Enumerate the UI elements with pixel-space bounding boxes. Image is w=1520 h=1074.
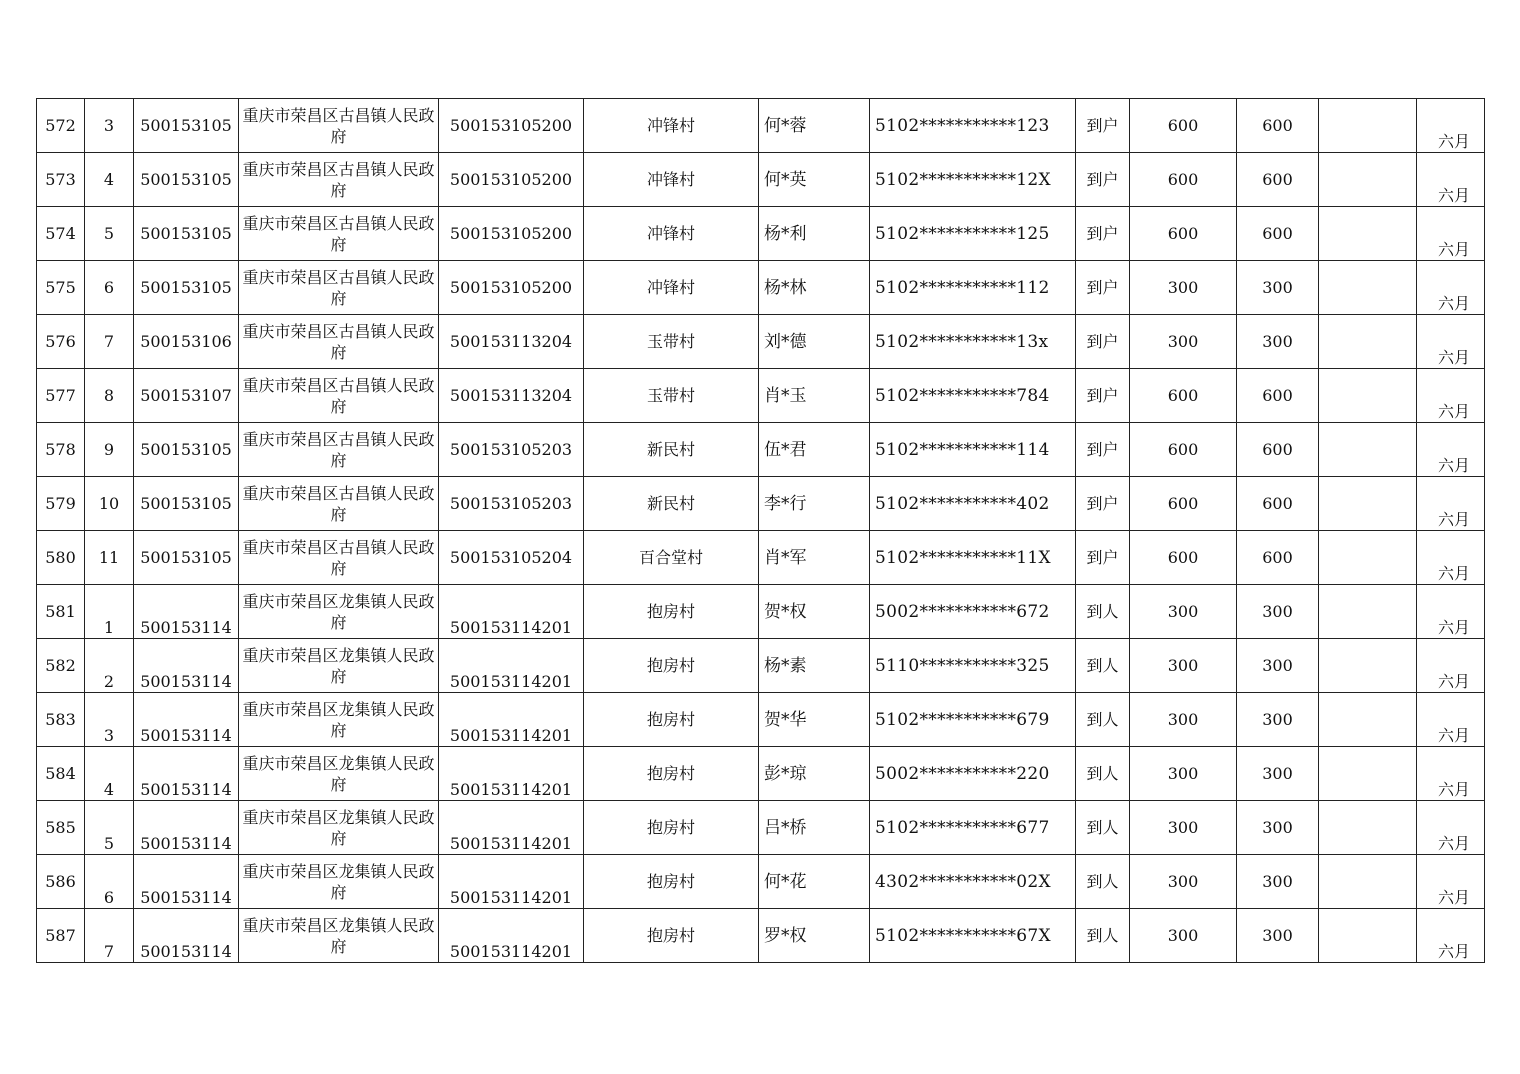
row-month-cell: 六月 [1417,909,1485,963]
row-paid-amount-cell: 300 [1237,585,1319,639]
row-id-number-cell: 5110***********325 [870,639,1076,693]
row-paid-amount-cell: 300 [1237,747,1319,801]
row-paid-amount-cell: 300 [1237,315,1319,369]
row-org-code-cell: 500153114 [134,909,239,963]
row-person-name-cell: 彭*琼 [759,747,870,801]
row-person-name-cell: 吕*桥 [759,801,870,855]
row-org-name-cell: 重庆市荣昌区龙集镇人民政府 [239,801,439,855]
row-paid-amount-cell: 600 [1237,369,1319,423]
row-id-number-cell: 5102***********12X [870,153,1076,207]
table-row [37,531,1485,585]
row-note-cell [1319,747,1417,801]
row-amount-cell: 300 [1130,801,1237,855]
row-village-cell: 冲锋村 [584,207,759,261]
row-sub-index-cell: 10 [85,477,134,531]
row-sub-index-cell: 4 [85,153,134,207]
row-month-cell: 六月 [1417,99,1485,153]
table-row [37,423,1485,477]
table-row [37,261,1485,315]
row-note-cell [1319,693,1417,747]
row-note-cell [1319,315,1417,369]
row-village-code-cell: 500153105203 [439,477,584,531]
row-seq-cell: 572 [37,99,85,153]
row-village-code-cell: 500153113204 [439,315,584,369]
row-village-cell: 抱房村 [584,693,759,747]
row-seq-cell: 574 [37,207,85,261]
row-payment-mode-cell: 到户 [1076,369,1130,423]
row-sub-index-cell: 6 [85,855,134,909]
row-village-cell: 百合堂村 [584,531,759,585]
row-id-number-cell: 5002***********672 [870,585,1076,639]
row-sub-index-cell: 9 [85,423,134,477]
row-org-name-cell: 重庆市荣昌区古昌镇人民政府 [239,315,439,369]
row-village-code-cell: 500153105203 [439,423,584,477]
row-month-cell: 六月 [1417,585,1485,639]
row-id-number-cell: 5102***********114 [870,423,1076,477]
row-org-code-cell: 500153107 [134,369,239,423]
row-seq-cell: 579 [37,477,85,531]
row-seq-cell: 580 [37,531,85,585]
row-person-name-cell: 李*行 [759,477,870,531]
row-paid-amount-cell: 300 [1237,855,1319,909]
row-month-cell: 六月 [1417,693,1485,747]
row-id-number-cell: 5102***********784 [870,369,1076,423]
row-note-cell [1319,423,1417,477]
row-sub-index-cell: 2 [85,639,134,693]
row-org-name-cell: 重庆市荣昌区龙集镇人民政府 [239,909,439,963]
row-id-number-cell: 5102***********679 [870,693,1076,747]
row-village-code-cell: 500153114201 [439,639,584,693]
row-seq-cell: 586 [37,855,85,909]
row-person-name-cell: 杨*利 [759,207,870,261]
row-payment-mode-cell: 到户 [1076,423,1130,477]
row-note-cell [1319,261,1417,315]
row-org-code-cell: 500153114 [134,693,239,747]
row-month-cell: 六月 [1417,315,1485,369]
table-row [37,153,1485,207]
row-sub-index-cell: 3 [85,693,134,747]
row-seq-cell: 576 [37,315,85,369]
row-month-cell: 六月 [1417,531,1485,585]
row-amount-cell: 300 [1130,585,1237,639]
row-sub-index-cell: 6 [85,261,134,315]
row-month-cell: 六月 [1417,423,1485,477]
row-village-code-cell: 500153114201 [439,801,584,855]
row-seq-cell: 582 [37,639,85,693]
row-village-code-cell: 500153113204 [439,369,584,423]
row-village-code-cell: 500153105200 [439,261,584,315]
row-id-number-cell: 5102***********402 [870,477,1076,531]
row-payment-mode-cell: 到人 [1076,639,1130,693]
row-seq-cell: 587 [37,909,85,963]
row-sub-index-cell: 5 [85,801,134,855]
row-village-code-cell: 500153114201 [439,855,584,909]
row-village-code-cell: 500153114201 [439,585,584,639]
row-village-cell: 冲锋村 [584,99,759,153]
row-seq-cell: 573 [37,153,85,207]
row-seq-cell: 584 [37,747,85,801]
table-row [37,639,1485,693]
row-org-name-cell: 重庆市荣昌区古昌镇人民政府 [239,423,439,477]
row-person-name-cell: 罗*权 [759,909,870,963]
row-month-cell: 六月 [1417,261,1485,315]
row-amount-cell: 600 [1130,369,1237,423]
row-org-name-cell: 重庆市荣昌区古昌镇人民政府 [239,153,439,207]
row-paid-amount-cell: 300 [1237,801,1319,855]
row-org-code-cell: 500153105 [134,531,239,585]
row-village-cell: 抱房村 [584,855,759,909]
row-note-cell [1319,207,1417,261]
table-row [37,369,1485,423]
row-paid-amount-cell: 300 [1237,693,1319,747]
table-row [37,585,1485,639]
row-org-name-cell: 重庆市荣昌区龙集镇人民政府 [239,639,439,693]
table-row [37,693,1485,747]
row-village-cell: 冲锋村 [584,153,759,207]
table-row [37,477,1485,531]
table-row [37,99,1485,153]
row-amount-cell: 300 [1130,639,1237,693]
row-id-number-cell: 5102***********677 [870,801,1076,855]
row-seq-cell: 577 [37,369,85,423]
row-village-code-cell: 500153105200 [439,99,584,153]
row-sub-index-cell: 1 [85,585,134,639]
row-month-cell: 六月 [1417,801,1485,855]
row-village-cell: 抱房村 [584,585,759,639]
row-paid-amount-cell: 600 [1237,153,1319,207]
row-person-name-cell: 贺*权 [759,585,870,639]
row-village-cell: 新民村 [584,423,759,477]
row-person-name-cell: 何*蓉 [759,99,870,153]
row-org-name-cell: 重庆市荣昌区龙集镇人民政府 [239,693,439,747]
row-payment-mode-cell: 到户 [1076,99,1130,153]
row-amount-cell: 600 [1130,477,1237,531]
row-payment-mode-cell: 到人 [1076,693,1130,747]
table-row [37,747,1485,801]
row-amount-cell: 600 [1130,531,1237,585]
row-note-cell [1319,585,1417,639]
row-payment-mode-cell: 到户 [1076,207,1130,261]
row-org-name-cell: 重庆市荣昌区龙集镇人民政府 [239,855,439,909]
row-org-name-cell: 重庆市荣昌区古昌镇人民政府 [239,369,439,423]
row-sub-index-cell: 4 [85,747,134,801]
row-amount-cell: 300 [1130,315,1237,369]
row-person-name-cell: 肖*玉 [759,369,870,423]
row-id-number-cell: 5102***********125 [870,207,1076,261]
row-month-cell: 六月 [1417,747,1485,801]
row-village-code-cell: 500153114201 [439,747,584,801]
row-org-code-cell: 500153114 [134,747,239,801]
row-month-cell: 六月 [1417,639,1485,693]
row-person-name-cell: 杨*素 [759,639,870,693]
row-payment-mode-cell: 到户 [1076,153,1130,207]
table-body [37,99,1485,963]
row-person-name-cell: 贺*华 [759,693,870,747]
row-org-code-cell: 500153105 [134,207,239,261]
row-amount-cell: 300 [1130,693,1237,747]
row-village-code-cell: 500153105204 [439,531,584,585]
row-payment-mode-cell: 到户 [1076,315,1130,369]
row-village-code-cell: 500153114201 [439,693,584,747]
table-row [37,801,1485,855]
row-amount-cell: 300 [1130,747,1237,801]
row-person-name-cell: 杨*林 [759,261,870,315]
row-org-name-cell: 重庆市荣昌区龙集镇人民政府 [239,747,439,801]
row-id-number-cell: 4302***********02X [870,855,1076,909]
row-org-name-cell: 重庆市荣昌区古昌镇人民政府 [239,261,439,315]
row-village-cell: 玉带村 [584,369,759,423]
row-paid-amount-cell: 300 [1237,261,1319,315]
row-paid-amount-cell: 600 [1237,531,1319,585]
row-village-code-cell: 500153105200 [439,207,584,261]
row-org-code-cell: 500153114 [134,639,239,693]
row-payment-mode-cell: 到人 [1076,747,1130,801]
row-amount-cell: 600 [1130,153,1237,207]
row-payment-mode-cell: 到户 [1076,261,1130,315]
row-seq-cell: 585 [37,801,85,855]
row-org-code-cell: 500153105 [134,99,239,153]
row-month-cell: 六月 [1417,855,1485,909]
row-village-cell: 玉带村 [584,315,759,369]
row-village-cell: 新民村 [584,477,759,531]
row-note-cell [1319,855,1417,909]
row-amount-cell: 300 [1130,261,1237,315]
row-village-cell: 抱房村 [584,639,759,693]
subsidy-table [36,98,1485,963]
row-org-name-cell: 重庆市荣昌区古昌镇人民政府 [239,477,439,531]
row-org-code-cell: 500153105 [134,477,239,531]
row-amount-cell: 300 [1130,909,1237,963]
row-org-code-cell: 500153105 [134,153,239,207]
row-id-number-cell: 5102***********112 [870,261,1076,315]
row-note-cell [1319,909,1417,963]
row-org-name-cell: 重庆市荣昌区古昌镇人民政府 [239,99,439,153]
row-sub-index-cell: 5 [85,207,134,261]
row-paid-amount-cell: 300 [1237,639,1319,693]
row-paid-amount-cell: 600 [1237,423,1319,477]
row-month-cell: 六月 [1417,477,1485,531]
row-paid-amount-cell: 600 [1237,477,1319,531]
row-village-cell: 抱房村 [584,747,759,801]
row-paid-amount-cell: 600 [1237,99,1319,153]
row-org-code-cell: 500153105 [134,261,239,315]
row-village-cell: 抱房村 [584,801,759,855]
row-org-name-cell: 重庆市荣昌区龙集镇人民政府 [239,585,439,639]
row-payment-mode-cell: 到人 [1076,909,1130,963]
row-seq-cell: 581 [37,585,85,639]
row-sub-index-cell: 8 [85,369,134,423]
row-id-number-cell: 5102***********67X [870,909,1076,963]
row-note-cell [1319,99,1417,153]
row-id-number-cell: 5102***********11X [870,531,1076,585]
row-id-number-cell: 5102***********123 [870,99,1076,153]
row-seq-cell: 583 [37,693,85,747]
table-row [37,855,1485,909]
row-payment-mode-cell: 到户 [1076,531,1130,585]
row-payment-mode-cell: 到人 [1076,855,1130,909]
row-seq-cell: 575 [37,261,85,315]
table-row [37,315,1485,369]
row-sub-index-cell: 7 [85,909,134,963]
row-org-name-cell: 重庆市荣昌区古昌镇人民政府 [239,207,439,261]
row-person-name-cell: 刘*德 [759,315,870,369]
row-seq-cell: 578 [37,423,85,477]
row-payment-mode-cell: 到户 [1076,477,1130,531]
row-id-number-cell: 5002***********220 [870,747,1076,801]
row-sub-index-cell: 3 [85,99,134,153]
row-paid-amount-cell: 600 [1237,207,1319,261]
row-note-cell [1319,153,1417,207]
row-org-code-cell: 500153114 [134,585,239,639]
row-note-cell [1319,531,1417,585]
row-payment-mode-cell: 到人 [1076,585,1130,639]
table-row [37,909,1485,963]
row-note-cell [1319,477,1417,531]
row-person-name-cell: 何*英 [759,153,870,207]
row-org-code-cell: 500153114 [134,801,239,855]
row-org-name-cell: 重庆市荣昌区古昌镇人民政府 [239,531,439,585]
row-org-code-cell: 500153105 [134,423,239,477]
row-village-code-cell: 500153105200 [439,153,584,207]
row-amount-cell: 600 [1130,99,1237,153]
row-paid-amount-cell: 300 [1237,909,1319,963]
row-month-cell: 六月 [1417,153,1485,207]
row-month-cell: 六月 [1417,369,1485,423]
row-person-name-cell: 肖*军 [759,531,870,585]
row-sub-index-cell: 11 [85,531,134,585]
table-row [37,207,1485,261]
row-amount-cell: 600 [1130,207,1237,261]
row-village-cell: 冲锋村 [584,261,759,315]
row-month-cell: 六月 [1417,207,1485,261]
row-person-name-cell: 伍*君 [759,423,870,477]
row-person-name-cell: 何*花 [759,855,870,909]
row-sub-index-cell: 7 [85,315,134,369]
row-amount-cell: 600 [1130,423,1237,477]
row-note-cell [1319,801,1417,855]
row-amount-cell: 300 [1130,855,1237,909]
row-village-cell: 抱房村 [584,909,759,963]
row-note-cell [1319,369,1417,423]
row-payment-mode-cell: 到人 [1076,801,1130,855]
row-org-code-cell: 500153114 [134,855,239,909]
row-org-code-cell: 500153106 [134,315,239,369]
row-id-number-cell: 5102***********13x [870,315,1076,369]
row-note-cell [1319,639,1417,693]
row-village-code-cell: 500153114201 [439,909,584,963]
